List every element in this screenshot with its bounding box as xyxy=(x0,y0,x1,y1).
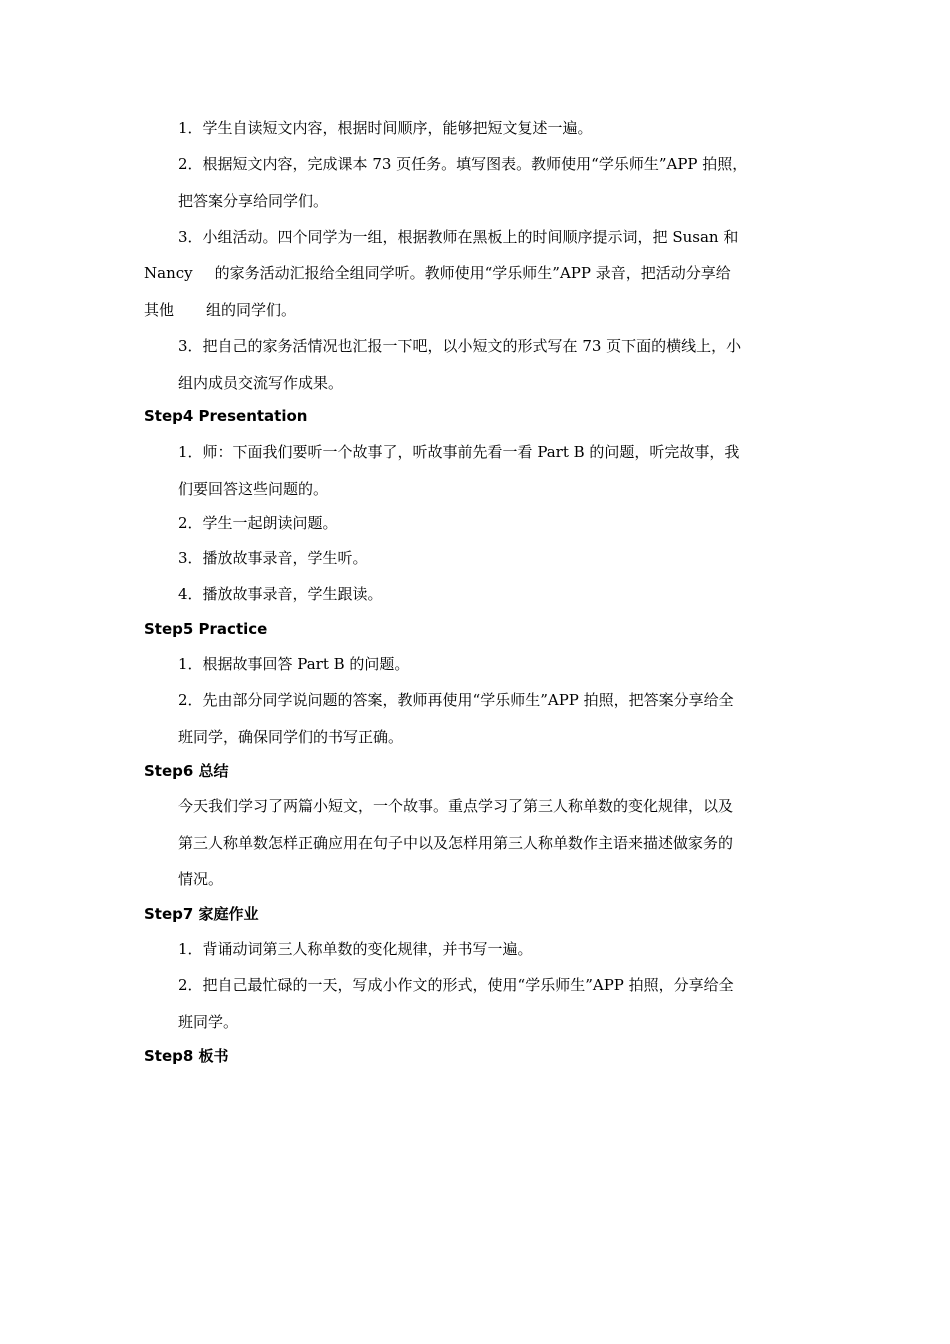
task-item-chart-line1: 2．根据短文内容，完成课本 73 页任务。填写图表。教师使用“学乐师生”APP 拍照， xyxy=(178,155,748,173)
step6-summary-line2: 第三人称单数怎样正确应用在句子中以及怎样用第三人称单数作主语来描述做家务的 xyxy=(178,834,734,852)
task-item-chart-line2: 把答案分享给同学们。 xyxy=(178,192,329,210)
task-item-group-line2 xyxy=(0,263,950,283)
task-item-group-line3 xyxy=(0,300,950,320)
step6-summary-line1: 今天我们学习了两篇小短文，一个故事。重点学习了第三人称单数的变化规律，以及 xyxy=(178,797,734,815)
step5-item2-line2: 班同学，确保同学们的书写正确。 xyxy=(178,728,404,746)
task-item-writing-line1: 3．把自己的家务活情况也汇报一下吧，以小短文的形式写在 73 页下面的横线上，小 xyxy=(178,337,742,355)
task-item-group-line3-text: 组的同学们。 xyxy=(206,301,297,319)
step6-summary-line3: 情况。 xyxy=(178,870,224,888)
task-item-group-line2-text: 的家务活动汇报给全组同学听。教师使用“学乐师生”APP 录音，把活动分享给 xyxy=(214,264,731,282)
step4-item3: 3．播放故事录音，学生听。 xyxy=(178,549,368,567)
step5-heading: Step5 Practice xyxy=(144,620,268,638)
step5-item1: 1．根据故事回答 Part B 的问题。 xyxy=(178,655,410,673)
task-item-retell: 1．学生自读短文内容，根据时间顺序，能够把短文复述一遍。 xyxy=(178,119,593,137)
step8-heading: Step8 板书 xyxy=(144,1047,229,1065)
step7-heading: Step7 家庭作业 xyxy=(144,905,259,923)
step4-item4: 4．播放故事录音，学生跟读。 xyxy=(178,585,383,603)
task-item-group-line1: 3．小组活动。四个同学为一组，根据教师在黑板上的时间顺序提示词，把 Susan 和 xyxy=(178,228,739,246)
task-item-writing-line2: 组内成员交流写作成果。 xyxy=(178,374,344,392)
task-item-group-line3-start: 其他 xyxy=(144,301,175,319)
step4-item1-line1: 1．师：下面我们要听一个故事了，听故事前先看一看 Part B 的问题，听完故事，我 xyxy=(178,443,740,461)
step6-heading: Step6 总结 xyxy=(144,762,229,780)
name-nancy: Nancy xyxy=(144,264,193,282)
step7-item2-line1: 2．把自己最忙碌的一天，写成小作文的形式，使用“学乐师生”APP 拍照，分享给全 xyxy=(178,976,734,994)
step4-item2: 2．学生一起朗读问题。 xyxy=(178,514,338,532)
step7-item2-line2: 班同学。 xyxy=(178,1013,239,1031)
step7-item1: 1．背诵动词第三人称单数的变化规律，并书写一遍。 xyxy=(178,940,533,958)
step4-item1-line2: 们要回答这些问题的。 xyxy=(178,480,329,498)
step4-heading: Step4 Presentation xyxy=(144,407,308,425)
step5-item2-line1: 2．先由部分同学说问题的答案，教师再使用“学乐师生”APP 拍照，把答案分享给全 xyxy=(178,691,734,709)
